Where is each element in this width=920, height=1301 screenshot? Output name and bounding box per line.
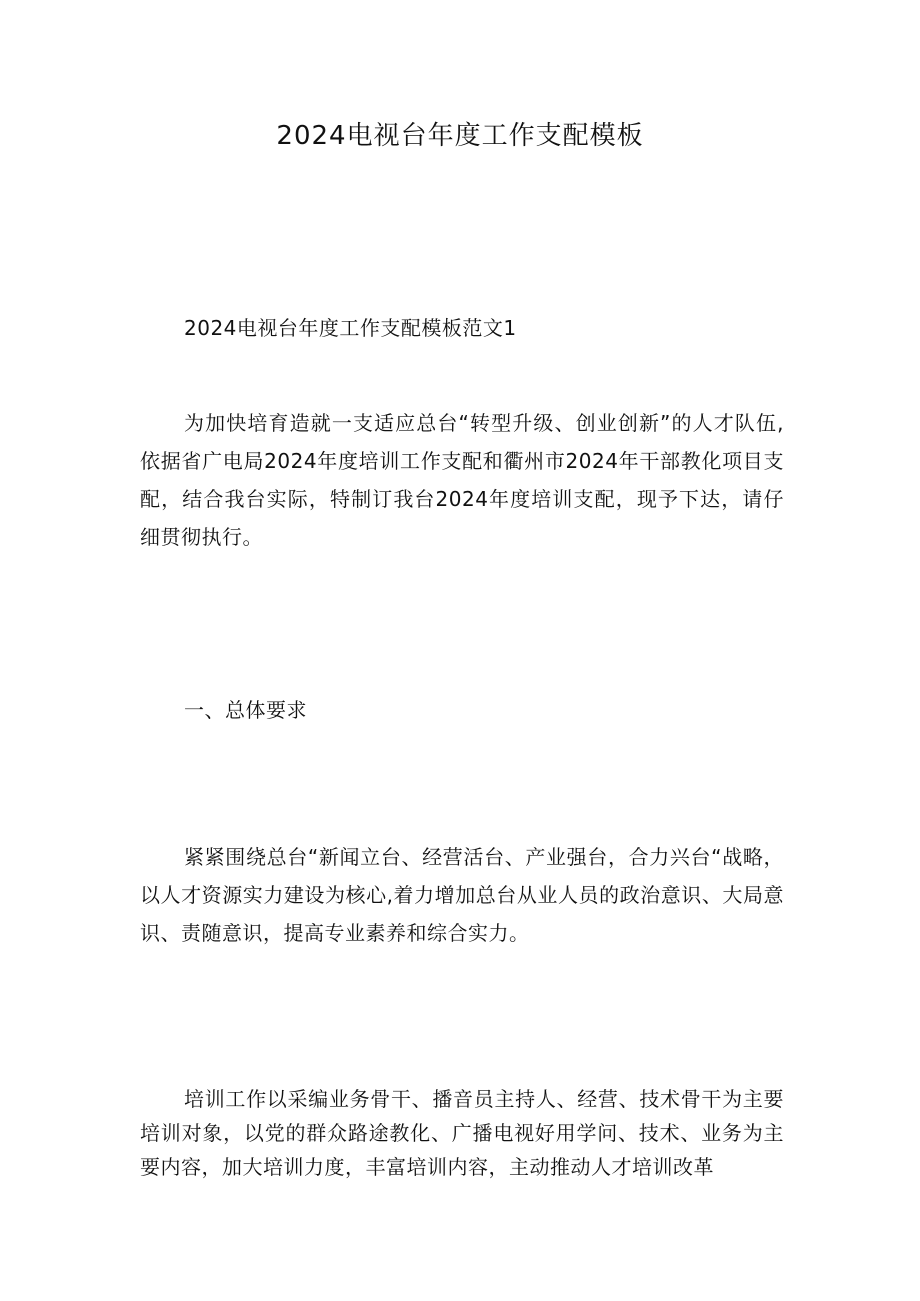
document-title: 2024电视台年度工作支配模板 bbox=[276, 121, 644, 151]
intro-paragraph: 为加快培育造就一支适应总台“转型升级、创业创新”的人才队伍,依据省广电局2024年度培训工作支配和衢州市2024年干部教化项目支配，结合我台实际，特制订我台2024年度培训支配，现予下达，请仔细贯彻执行。 bbox=[140, 411, 784, 549]
section-heading: 一、总体要求 bbox=[184, 698, 307, 722]
document-subtitle: 2024电视台年度工作支配模板范文1 bbox=[184, 316, 517, 340]
training-paragraph: 培训工作以采编业务骨干、播音员主持人、经营、技术骨干为主要培训对象，以党的群众路途教化、广播电视好用学问、技术、业务为主要内容，加大培训力度，丰富培训内容，主动推动人才培训改革 bbox=[140, 1087, 784, 1179]
section-body-paragraph: 紧紧围绕总台“新闻立台、经营活台、产业强台，合力兴台“战略，以人才资源实力建设为核心,着力增加总台从业人员的政治意识、大局意识、责随意识，提高专业素养和综合实力。 bbox=[140, 845, 784, 945]
